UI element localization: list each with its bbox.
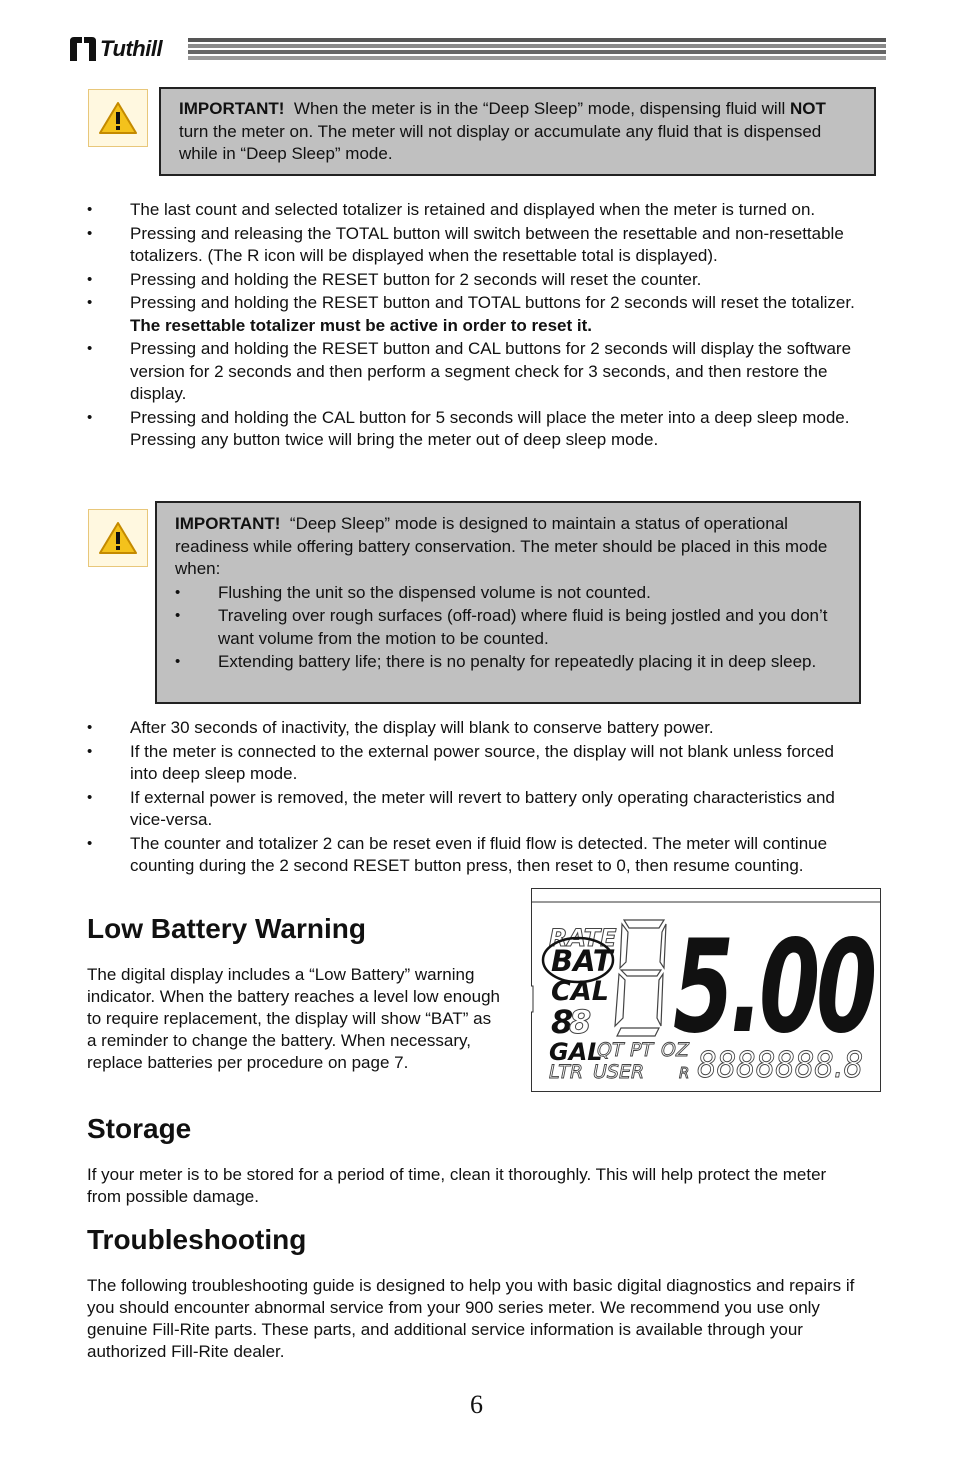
- important-strong: NOT: [790, 99, 826, 118]
- important-lead: IMPORTANT!: [175, 514, 281, 533]
- storage-paragraph: If your meter is to be stored for a period of time, clean it thoroughly. This will help protect the meter from possible damage.: [87, 1165, 827, 1206]
- list-item: • The counter and totalizer 2 can be reset even if fluid flow is detected. The meter will continue counting during the 2 second RESET button press, then reset to 0, then resume counting.: [87, 833, 865, 878]
- section-heading-low-battery: Low Battery Warning: [87, 913, 366, 944]
- lcd-display-illustration: [531, 888, 881, 1092]
- page-number: 6: [470, 1390, 483, 1419]
- important-notice-2: [155, 501, 861, 704]
- important-lead: IMPORTANT!: [179, 99, 285, 118]
- list-item: • Pressing and holding the RESET button for 2 seconds will reset the counter.: [87, 269, 865, 292]
- brand-name: Tuthill: [100, 36, 163, 61]
- lcd-cal-label: CAL: [551, 976, 609, 1007]
- deep-sleep-conditions: [175, 582, 843, 674]
- list-item-strong: The resettable totalizer must be active in order to reset it.: [130, 315, 592, 335]
- lcd-user-label: USER: [593, 1061, 645, 1083]
- lcd-small-digit: 8: [551, 1003, 574, 1041]
- list-item: • Pressing and holding the CAL button for 5 seconds will place the meter into a deep sleep mode. Pressing any button twice will bring the meter out of deep sleep mode.: [87, 407, 865, 452]
- list-item: • Traveling over rough surfaces (off-road) where fluid is being jostled and you don’t want volume from the motion to be counted.: [175, 605, 843, 650]
- list-item: • Pressing and holding the RESET button and CAL buttons for 2 seconds will display the software version for 2 seconds and then perform a segment check for 3 seconds, and then restore the display.: [87, 338, 865, 406]
- lcd-oz-label: OZ: [661, 1039, 689, 1061]
- warning-icon: [88, 89, 148, 147]
- lcd-bat-label: BAT: [551, 944, 613, 978]
- low-battery-paragraph: The digital display includes a “Low Battery” warning indicator. When the battery reaches a level low enough to require replacement, the display will show “BAT” as a reminder to change the battery. When necessary, replace batteries per procedure on page 7.: [87, 965, 500, 1072]
- list-item: • Extending battery life; there is no penalty for repeatedly placing it in deep sleep.: [175, 651, 843, 674]
- list-item: • If external power is removed, the meter will revert to battery only operating characteristics and vice-versa.: [87, 787, 865, 832]
- important-notice-1: [159, 87, 876, 176]
- list-item: [87, 292, 865, 337]
- section-heading-storage: Storage: [87, 1113, 192, 1144]
- warning-icon: [88, 509, 148, 567]
- brand-logo: [68, 34, 162, 64]
- lcd-r-label: R: [679, 1064, 690, 1082]
- lcd-gal-label: GAL: [549, 1038, 603, 1066]
- feature-list-1: [87, 199, 865, 453]
- lcd-pt-label: PT: [630, 1039, 654, 1061]
- tuthill-logo-icon: [68, 35, 98, 63]
- section-heading-troubleshooting: Troubleshooting: [87, 1224, 307, 1255]
- troubleshooting-paragraph: The following troubleshooting guide is designed to help you with basic digital diagnostics and repairs if you should encounter abnormal service from your 900 series meter. We recommend you use only genuine Fill-Rite parts. These parts, and additional service information is available through your authorized Fill-Rite dealer.: [87, 1276, 855, 1361]
- list-item: • Pressing and releasing the TOTAL button will switch between the resettable and non-resettable totalizers. (The R icon will be displayed when the resettable total is displayed).: [87, 223, 865, 268]
- lcd-main-value: 5.00: [673, 913, 875, 1062]
- lcd-qt-label: QT: [597, 1039, 624, 1061]
- lcd-rate-label: RATE: [549, 924, 617, 952]
- header-rule: [188, 38, 886, 62]
- lcd-totalizer: 8888888.8: [697, 1045, 863, 1086]
- list-item: • If the meter is connected to the external power source, the display will not blank unless forced into deep sleep mode.: [87, 741, 865, 786]
- svg-text:8: 8: [569, 1003, 592, 1041]
- important-text: turn the meter on. The meter will not display or accumulate any fluid that is dispensed while in “Deep Sleep” mode.: [179, 121, 822, 163]
- important-text: “Deep Sleep” mode is designed to maintain a status of operational readiness while offering battery conservation. The meter should be placed in this mode when:: [175, 514, 828, 578]
- list-item: • After 30 seconds of inactivity, the display will blank to conserve battery power.: [87, 717, 865, 740]
- important-text: When the meter is in the “Deep Sleep” mode, dispensing fluid will: [293, 99, 786, 118]
- list-item: • Flushing the unit so the dispensed volume is not counted.: [175, 582, 843, 605]
- feature-list-2: [87, 717, 865, 879]
- list-item-text: Pressing and holding the RESET button and TOTAL buttons for 2 seconds will reset the totalizer.: [130, 293, 855, 312]
- list-item: • The last count and selected totalizer is retained and displayed when the meter is turned on.: [87, 199, 865, 222]
- lcd-ltr-label: LTR: [549, 1061, 584, 1083]
